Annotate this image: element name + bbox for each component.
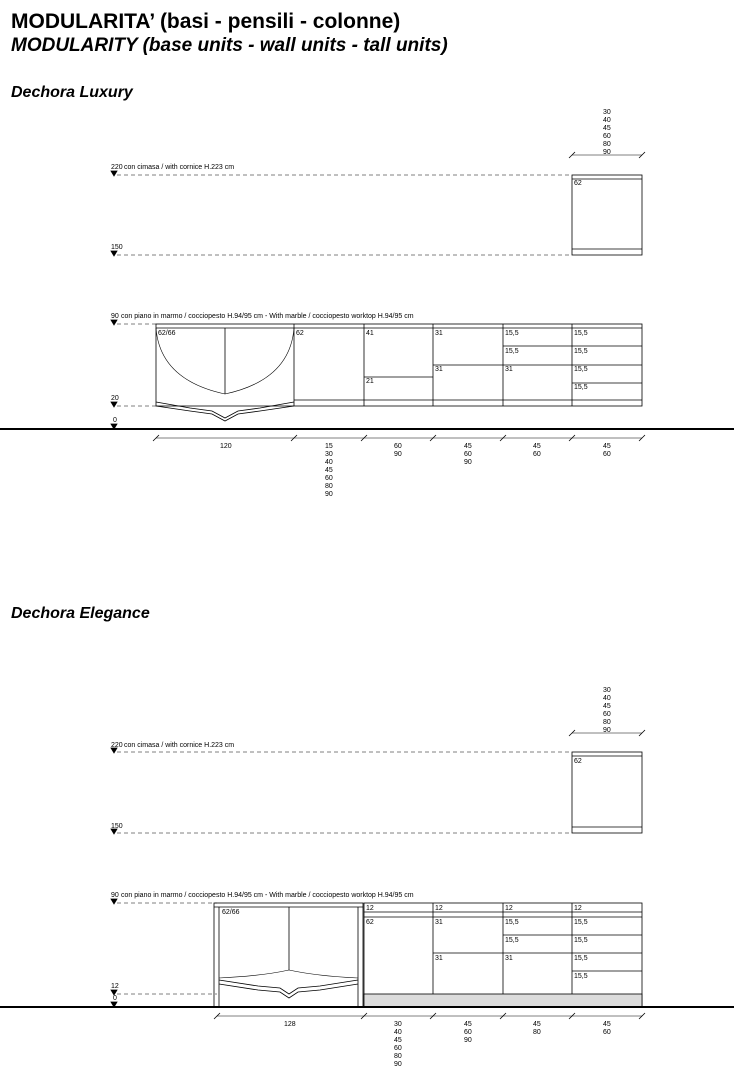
drawer-height-label: 15,5	[574, 348, 588, 355]
level-marker-icon	[111, 251, 117, 256]
width-label: 60	[464, 1029, 472, 1036]
sink-depth-label: 62/66	[222, 909, 240, 916]
section-title-elegance: Dechora Elegance	[11, 605, 150, 622]
level-label-220: 220	[111, 742, 123, 749]
wall-width-label: 45	[603, 125, 611, 132]
level-label-0: 0	[113, 995, 117, 1002]
level-label-20: 20	[111, 395, 119, 402]
sink-depth-label: 62/66	[158, 330, 176, 337]
wall-width-label: 45	[603, 703, 611, 710]
width-label: 90	[464, 459, 472, 466]
width-label: 60	[603, 1029, 611, 1036]
width-label: 80	[533, 1029, 541, 1036]
unit-depth-label: 62	[296, 330, 304, 337]
section-title-luxury: Dechora Luxury	[11, 84, 133, 101]
wall-width-label: 80	[603, 719, 611, 726]
width-label: 30	[325, 451, 333, 458]
width-label: 40	[394, 1029, 402, 1036]
width-label: 45	[603, 443, 611, 450]
drawer-height-label: 21	[366, 378, 374, 385]
level-label-150: 150	[111, 244, 123, 251]
level-note-220: con cimasa / with cornice H.223 cm	[124, 742, 235, 749]
width-label: 80	[325, 483, 333, 490]
width-label: 120	[220, 443, 232, 450]
elegance-elevation	[0, 730, 734, 1019]
wall-width-label: 30	[603, 109, 611, 116]
drawer-height-label: 15,5	[505, 348, 519, 355]
wall-width-label: 40	[603, 695, 611, 702]
drawer-height-label: 15,5	[574, 330, 588, 337]
wall-width-label: 90	[603, 727, 611, 734]
width-label: 60	[394, 443, 402, 450]
level-note-220: con cimasa / with cornice H.223 cm	[124, 164, 235, 171]
width-label: 45	[394, 1037, 402, 1044]
wall-width-label: 40	[603, 117, 611, 124]
sink-plinth	[219, 984, 358, 998]
drawer-height-label: 15,5	[574, 384, 588, 391]
width-label: 30	[394, 1021, 402, 1028]
luxury-wall-unit	[572, 175, 642, 255]
drawer-height-label: 15,5	[505, 330, 519, 337]
drawer-height-label: 12	[366, 905, 374, 912]
level-label-12: 12	[111, 983, 119, 990]
width-label: 60	[464, 451, 472, 458]
unit-depth-label: 62	[366, 919, 374, 926]
width-label: 60	[325, 475, 333, 482]
width-label: 45	[533, 443, 541, 450]
width-label: 45	[533, 1021, 541, 1028]
width-label: 15	[325, 443, 333, 450]
level-marker-icon	[111, 402, 117, 407]
sink-plinth	[156, 402, 294, 418]
drawer-height-label: 15,5	[505, 937, 519, 944]
width-label: 80	[394, 1053, 402, 1060]
level-marker-icon	[111, 899, 117, 904]
width-label: 40	[325, 459, 333, 466]
width-label: 128	[284, 1021, 296, 1028]
level-marker-icon	[111, 171, 117, 176]
level-label-0: 0	[113, 417, 117, 424]
width-label: 60	[603, 451, 611, 458]
level-label-90: 90	[111, 892, 119, 899]
drawer-height-label: 31	[435, 366, 443, 373]
width-label: 60	[533, 451, 541, 458]
wall-width-label: 90	[603, 149, 611, 156]
drawer-height-label: 31	[505, 366, 513, 373]
wall-width-label: 60	[603, 133, 611, 140]
drawer-height-label: 12	[505, 905, 513, 912]
wall-width-label: 60	[603, 711, 611, 718]
drawer-height-label: 15,5	[505, 919, 519, 926]
drawer-height-label: 12	[435, 905, 443, 912]
width-label: 45	[603, 1021, 611, 1028]
elegance-labels	[111, 687, 611, 1068]
wall-depth-label: 62	[574, 758, 582, 765]
width-label: 90	[394, 1061, 402, 1068]
drawer-height-label: 15,5	[574, 919, 588, 926]
wall-depth-label: 62	[574, 180, 582, 187]
luxury-labels	[111, 109, 611, 498]
drawer-height-label: 31	[435, 330, 443, 337]
elegance-sink-frame	[214, 903, 363, 1007]
width-label: 90	[464, 1037, 472, 1044]
drawer-height-label: 15,5	[574, 973, 588, 980]
width-label: 45	[325, 467, 333, 474]
drawer-height-label: 12	[574, 905, 582, 912]
level-label-90: 90	[111, 313, 119, 320]
drawer-height-label: 15,5	[574, 955, 588, 962]
width-label: 45	[464, 1021, 472, 1028]
wall-width-label: 80	[603, 141, 611, 148]
sink-door-curve	[219, 970, 358, 978]
width-label: 45	[464, 443, 472, 450]
level-note-90: con piano in marmo / cocciopesto H.94/95 cm - With marble / cocciopesto worktop H.94/95 cm	[121, 892, 414, 899]
wall-width-label: 30	[603, 687, 611, 694]
page-title: MODULARITA’ (basi - pensili - colonne)	[11, 10, 401, 33]
drawer-height-label: 15,5	[574, 366, 588, 373]
drawer-height-label: 41	[366, 330, 374, 337]
width-label: 90	[325, 491, 333, 498]
level-label-150: 150	[111, 823, 123, 830]
width-label: 90	[394, 451, 402, 458]
drawer-height-label: 31	[435, 955, 443, 962]
drawer-height-label: 31	[435, 919, 443, 926]
sink-plinth	[156, 406, 294, 421]
page-subtitle: MODULARITY (base units - wall units - tall units)	[11, 35, 448, 56]
width-label: 60	[394, 1045, 402, 1052]
drawer-height-label: 31	[505, 955, 513, 962]
level-marker-icon	[111, 320, 117, 325]
plinth-band	[364, 994, 642, 1007]
level-note-90: con piano in marmo / cocciopesto H.94/95 cm - With marble / cocciopesto worktop H.94/95 cm	[121, 313, 414, 320]
drawer-height-label: 15,5	[574, 937, 588, 944]
elegance-wall-unit	[572, 752, 642, 833]
level-label-220: 220	[111, 164, 123, 171]
